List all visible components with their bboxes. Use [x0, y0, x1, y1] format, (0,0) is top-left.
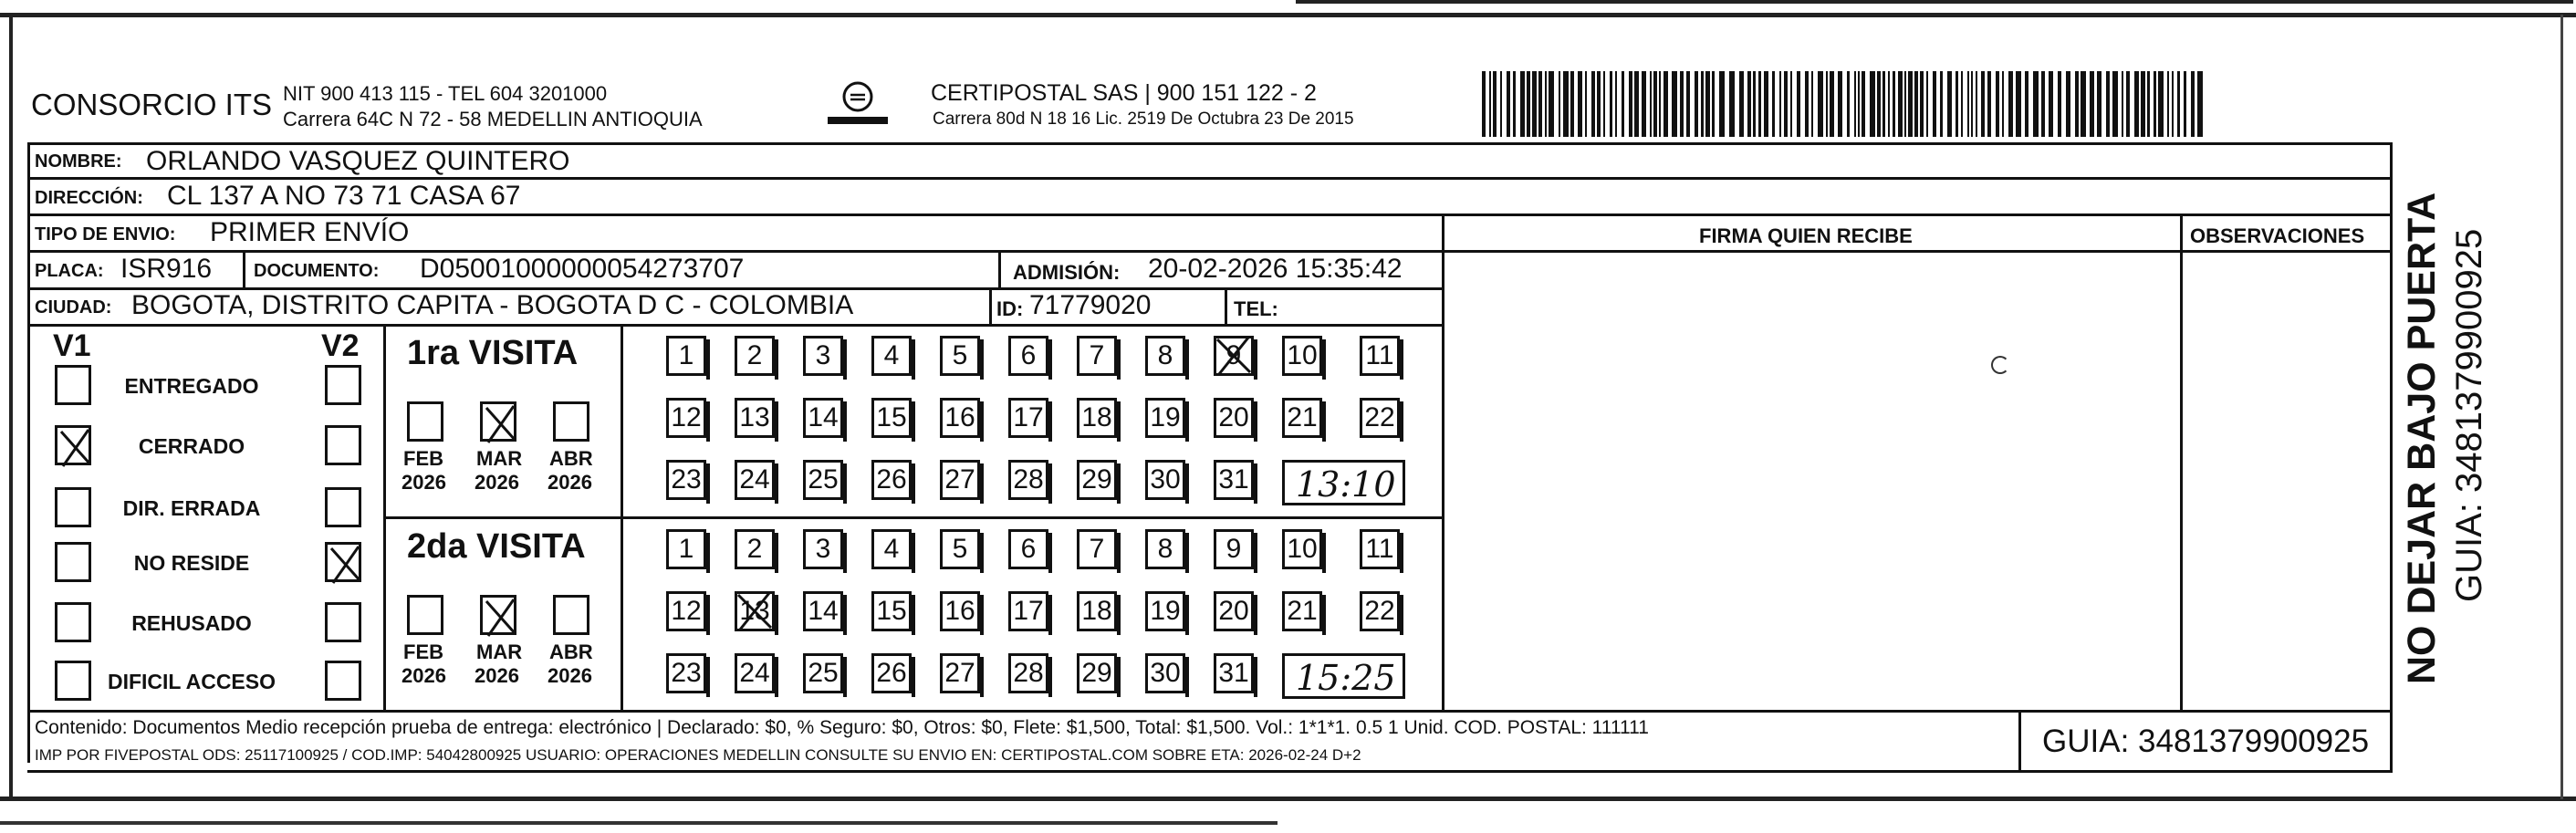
signature-label: FIRMA QUIEN RECIBE: [1699, 224, 1913, 247]
barcode-bar: [1527, 71, 1530, 137]
check-mark-icon: [483, 404, 519, 444]
visit-title: 1ra VISITA: [407, 334, 579, 372]
barcode-bar: [2158, 71, 2164, 137]
barcode-bar: [1747, 71, 1751, 137]
barcode-bar: [2126, 71, 2130, 137]
barcode-bar: [1847, 71, 1850, 137]
day-box[interactable]: 8: [1145, 529, 1185, 569]
day-box[interactable]: 6: [1008, 529, 1048, 569]
day-box[interactable]: 22: [1360, 591, 1400, 631]
barcode-bar: [1672, 71, 1677, 137]
year-label: 2026: [402, 471, 446, 494]
month-label: MAR: [476, 447, 523, 470]
plate-value: ISR916: [120, 254, 213, 284]
barcode-bar: [1489, 71, 1491, 137]
admission-value: 20-02-2026 15:35:42: [1148, 254, 1403, 284]
barcode-bar: [1797, 71, 1800, 137]
bottom-edge: [0, 821, 1278, 825]
v1-label: V1: [53, 328, 91, 363]
bottom-border: [0, 797, 2576, 801]
day-box[interactable]: 26: [871, 460, 912, 500]
day-box[interactable]: 24: [735, 653, 775, 693]
day-box[interactable]: 5: [940, 529, 980, 569]
day-box[interactable]: 4: [871, 529, 912, 569]
barcode-bar: [1784, 71, 1788, 137]
handwritten-time: 13:10: [1296, 464, 1396, 505]
barcode-bar: [1570, 71, 1574, 137]
day-box[interactable]: 20: [1214, 591, 1254, 631]
barcode-bar: [1705, 71, 1710, 137]
day-box[interactable]: 22: [1360, 398, 1400, 438]
month-checkbox[interactable]: [407, 595, 443, 635]
right-border: [2560, 15, 2563, 799]
year-label: 2026: [548, 471, 592, 494]
year-label: 2026: [475, 664, 519, 687]
day-box[interactable]: 18: [1077, 591, 1117, 631]
barcode-bar: [1898, 71, 1903, 137]
city-label: CIUDAD:: [35, 297, 112, 318]
barcode-bar: [2191, 71, 2195, 137]
visit-title: 2da VISITA: [407, 527, 586, 566]
barcode-bar: [1870, 71, 1875, 137]
barcode-bar: [1893, 71, 1895, 137]
barcode-bar: [1858, 71, 1860, 137]
side-warning: NO DEJAR BAJO PUERTA: [2400, 192, 2444, 684]
barcode-bar: [1597, 71, 1601, 137]
barcode-bar: [1758, 71, 1761, 137]
shipment-type-label: TIPO DE ENVIO:: [35, 224, 176, 245]
barcode-bar: [1854, 71, 1856, 137]
day-box[interactable]: 15: [871, 398, 912, 438]
barcode-bar: [1482, 71, 1486, 137]
barcode-bar: [2147, 71, 2150, 137]
day-box[interactable]: 20: [1214, 398, 1254, 438]
day-box[interactable]: 3: [803, 529, 843, 569]
barcode-bar: [1955, 71, 1958, 137]
barcode-bar: [1642, 71, 1646, 137]
barcode-bar: [2106, 71, 2110, 137]
name-label: NOMBRE:: [35, 151, 122, 172]
barcode-bar: [1622, 71, 1624, 137]
month-label: MAR: [476, 640, 523, 663]
barcode-bar: [1591, 71, 1595, 137]
barcode-bar: [1914, 71, 1918, 137]
barcode-bar: [2041, 71, 2045, 137]
barcode-bar: [2134, 71, 2139, 137]
day-box[interactable]: 8: [1145, 336, 1185, 376]
day-box[interactable]: 11: [1360, 529, 1400, 569]
id-label: ID:: [996, 297, 1024, 320]
month-label: FEB: [403, 447, 443, 470]
barcode-bar: [2177, 71, 2180, 137]
status-label: CERRADO: [138, 434, 245, 458]
barcode-bar: [1971, 71, 1973, 137]
city-value: BOGOTA, DISTRITO CAPITA - BOGOTA D C - COLOMBIA: [131, 290, 854, 320]
barcode-bar: [2066, 71, 2070, 137]
day-box[interactable]: 17: [1008, 591, 1048, 631]
day-box[interactable]: 16: [940, 591, 980, 631]
day-box[interactable]: 6: [1008, 336, 1048, 376]
barcode-bar: [1981, 71, 1985, 137]
barcode-bar: [2197, 71, 2203, 137]
top-border: [0, 13, 2576, 17]
barcode-bar: [1634, 71, 1639, 137]
observations-label: OBSERVACIONES: [2190, 224, 2365, 247]
month-checkbox[interactable]: [553, 595, 589, 635]
footer-print-info: IMP POR FIVEPOSTAL ODS: 25117100925 / COD.IMP: 54042800925 USUARIO: OPERACIONES MEDELLIN CONSULTE SU ENVIO EN: CERTIPOSTAL.COM SOBRE ETA: 2026-02-24 D+2: [35, 746, 1361, 764]
check-mark-icon: [1214, 336, 1254, 376]
v2-label: V2: [321, 328, 360, 363]
barcode-bar: [1695, 71, 1698, 137]
signature-area[interactable]: [1445, 254, 2177, 708]
day-box[interactable]: 17: [1008, 398, 1048, 438]
barcode-bar: [1933, 71, 1936, 137]
barcode-bar: [1805, 71, 1809, 137]
month-label: FEB: [403, 640, 443, 663]
barcode-bar: [2154, 71, 2156, 137]
day-box[interactable]: 28: [1008, 460, 1048, 500]
barcode-bar: [1615, 71, 1617, 137]
barcode-bar: [1507, 71, 1510, 137]
barcode-bar: [2097, 71, 2101, 137]
status-label: DIFICIL ACCESO: [107, 670, 276, 693]
day-box[interactable]: 9: [1214, 529, 1254, 569]
day-box[interactable]: 24: [735, 460, 775, 500]
barcode-bar: [1987, 71, 1991, 137]
day-box[interactable]: 10: [1282, 336, 1322, 376]
day-box[interactable]: 13: [735, 398, 775, 438]
barcode-bar: [1753, 71, 1756, 137]
day-box[interactable]: 2: [735, 336, 775, 376]
shipment-type: PRIMER ENVÍO: [210, 217, 410, 247]
barcode-bar: [2058, 71, 2061, 137]
barcode-bar: [1838, 71, 1842, 137]
day-box[interactable]: 25: [803, 653, 843, 693]
barcode-bar: [1739, 71, 1744, 137]
barcode-bar: [1862, 71, 1865, 137]
day-box[interactable]: 12: [666, 591, 706, 631]
barcode-bar: [2016, 71, 2021, 137]
day-box[interactable]: 4: [871, 336, 912, 376]
day-box[interactable]: 7: [1077, 529, 1117, 569]
day-box[interactable]: 21: [1282, 591, 1322, 631]
barcode-bar: [1877, 71, 1881, 137]
day-box[interactable]: 2: [735, 529, 775, 569]
observations-area[interactable]: [2184, 254, 2388, 708]
month-checkbox[interactable]: [480, 401, 516, 442]
day-box[interactable]: 26: [871, 653, 912, 693]
barcode-bar: [1629, 71, 1632, 137]
company-nit: NIT 900 413 115 - TEL 604 3201000: [283, 82, 608, 105]
barcode-bar: [1653, 71, 1657, 137]
status-label: DIR. ERRADA: [122, 496, 261, 520]
barcode-bar: [2002, 71, 2004, 137]
barcode-bar: [1967, 71, 1969, 137]
barcode-bar: [2167, 71, 2169, 137]
day-box[interactable]: 14: [803, 591, 843, 631]
day-box[interactable]: 29: [1077, 460, 1117, 500]
footer-guide-number: GUIA: 3481379900925: [2042, 724, 2370, 759]
document-value: D05001000000054273707: [420, 254, 745, 284]
barcode-bar: [2025, 71, 2028, 137]
barcode-bar: [1908, 71, 1913, 137]
day-box[interactable]: 27: [940, 653, 980, 693]
month-label: ABR: [549, 640, 593, 663]
day-box[interactable]: 7: [1077, 336, 1117, 376]
barcode-bar: [1826, 71, 1828, 137]
barcode-bar: [1680, 71, 1684, 137]
day-box[interactable]: 3: [803, 336, 843, 376]
barcode-bar: [1811, 71, 1813, 137]
barcode-bar: [1719, 71, 1725, 137]
barcode-bar: [1659, 71, 1661, 137]
carrier-name: CERTIPOSTAL SAS | 900 151 122 - 2: [931, 80, 1317, 106]
day-box[interactable]: 5: [940, 336, 980, 376]
barcode-bar: [1947, 71, 1952, 137]
day-box[interactable]: 30: [1145, 653, 1185, 693]
footer-content: Contenido: Documentos Medio recepción prueba de entrega: electrónico | Declarado: $0, % Seguro: $0, Otros: $0, Flete: $1,500, Total: $1,500. Vol.: 1*1*1. 0.5 1 Unid. COD. POSTAL: 111111: [35, 717, 1649, 738]
id-value: 71779020: [1029, 290, 1152, 320]
document-label: DOCUMENTO:: [254, 261, 380, 281]
month-checkbox[interactable]: [553, 401, 589, 442]
day-box[interactable]: 31: [1214, 653, 1254, 693]
time-box[interactable]: [1282, 653, 1405, 699]
barcode-bar: [1610, 71, 1612, 137]
barcode-bar: [1830, 71, 1834, 137]
day-box[interactable]: 29: [1077, 653, 1117, 693]
day-box[interactable]: 21: [1282, 398, 1322, 438]
barcode-bar: [1764, 71, 1768, 137]
day-box[interactable]: 28: [1008, 653, 1048, 693]
barcode-bar: [1559, 71, 1560, 137]
day-box[interactable]: 25: [803, 460, 843, 500]
company-address: Carrera 64C N 72 - 58 MEDELLIN ANTIOQUIA: [283, 108, 703, 130]
day-box[interactable]: 12: [666, 398, 706, 438]
barcode-bar: [1563, 71, 1569, 137]
carrier-address: Carrera 80d N 18 16 Lic. 2519 De Octubra 23 De 2015: [933, 109, 1354, 129]
barcode-bar: [1686, 71, 1690, 137]
month-label: ABR: [549, 447, 593, 470]
barcode-bar: [2090, 71, 2094, 137]
barcode-bar: [2141, 71, 2145, 137]
barcode-bar: [1818, 71, 1823, 137]
barcode-bar: [1920, 71, 1924, 137]
barcode-bar: [1532, 71, 1537, 137]
day-box[interactable]: 9: [1214, 336, 1254, 376]
day-box[interactable]: 23: [666, 653, 706, 693]
side-guide-number: GUIA: 3481379900925: [2449, 228, 2489, 602]
barcode-bar: [1790, 71, 1792, 137]
address-label: DIRECCIÓN:: [35, 188, 143, 208]
status-label: REHUSADO: [131, 611, 252, 635]
day-box[interactable]: 14: [803, 398, 843, 438]
barcode-bar: [1888, 71, 1890, 137]
day-box[interactable]: 16: [940, 398, 980, 438]
barcode-bar: [2172, 71, 2174, 137]
barcode-bar: [1940, 71, 1943, 137]
barcode-bar: [1663, 71, 1668, 137]
barcode-bar: [2122, 71, 2123, 137]
day-box[interactable]: 27: [940, 460, 980, 500]
check-mark-icon: [735, 591, 775, 631]
top-right-border: [1296, 0, 2573, 4]
year-label: 2026: [475, 471, 519, 494]
barcode-bar: [2112, 71, 2118, 137]
barcode-bar: [1545, 71, 1547, 137]
barcode-bar: [1493, 71, 1497, 137]
company-name: CONSORCIO ITS: [31, 88, 273, 121]
plate-label: PLACA:: [35, 261, 104, 281]
day-box[interactable]: 11: [1360, 336, 1400, 376]
barcode-bar: [1712, 71, 1715, 137]
status-label: ENTREGADO: [124, 374, 259, 398]
barcode-bar: [1996, 71, 1999, 137]
barcode-bar: [2184, 71, 2186, 137]
day-box[interactable]: 23: [666, 460, 706, 500]
recipient-name: ORLANDO VASQUEZ QUINTERO: [146, 146, 570, 176]
day-box[interactable]: 19: [1145, 398, 1185, 438]
barcode-bar: [1538, 71, 1542, 137]
day-box[interactable]: 30: [1145, 460, 1185, 500]
barcode-bar: [2049, 71, 2053, 137]
time-box[interactable]: [1282, 460, 1405, 505]
barcode-bar: [1904, 71, 1906, 137]
day-box[interactable]: 19: [1145, 591, 1185, 631]
check-mark-icon: [483, 598, 519, 638]
barcode-bar: [1650, 71, 1652, 137]
admission-label: ADMISIÓN:: [1013, 261, 1121, 284]
barcode-bar: [1578, 71, 1582, 137]
barcode-bar: [2075, 71, 2079, 137]
day-box[interactable]: 15: [871, 591, 912, 631]
day-box[interactable]: 31: [1214, 460, 1254, 500]
barcode-bar: [1961, 71, 1963, 137]
handwritten-time: 15:25: [1296, 658, 1396, 698]
barcode: [1482, 71, 2210, 137]
month-checkbox[interactable]: [407, 401, 443, 442]
signature-speck: [1991, 356, 2009, 374]
barcode-bar: [1772, 71, 1775, 137]
barcode-bar: [1513, 71, 1516, 137]
year-label: 2026: [548, 664, 592, 687]
barcode-bar: [1603, 71, 1605, 137]
barcode-bar: [1926, 71, 1928, 137]
year-label: 2026: [402, 664, 446, 687]
barcode-bar: [1549, 71, 1554, 137]
barcode-bar: [2033, 71, 2039, 137]
month-checkbox[interactable]: [480, 595, 516, 635]
tel-label: TEL:: [1234, 297, 1278, 320]
barcode-bar: [1500, 71, 1502, 137]
day-box[interactable]: 10: [1282, 529, 1322, 569]
barcode-bar: [1701, 71, 1704, 137]
barcode-bar: [1882, 71, 1885, 137]
recipient-address: CL 137 A NO 73 71 CASA 67: [167, 181, 521, 211]
barcode-bar: [1779, 71, 1781, 137]
certipostal-logo: [817, 78, 899, 133]
status-label: NO RESIDE: [133, 551, 250, 575]
day-box[interactable]: 13: [735, 591, 775, 631]
day-box[interactable]: 18: [1077, 398, 1117, 438]
barcode-bar: [2081, 71, 2086, 137]
barcode-bar: [1976, 71, 1977, 137]
barcode-bar: [1585, 71, 1587, 137]
day-box[interactable]: 1: [666, 336, 706, 376]
day-box[interactable]: 1: [666, 529, 706, 569]
barcode-bar: [1729, 71, 1735, 137]
barcode-bar: [2008, 71, 2013, 137]
barcode-bar: [1520, 71, 1525, 137]
